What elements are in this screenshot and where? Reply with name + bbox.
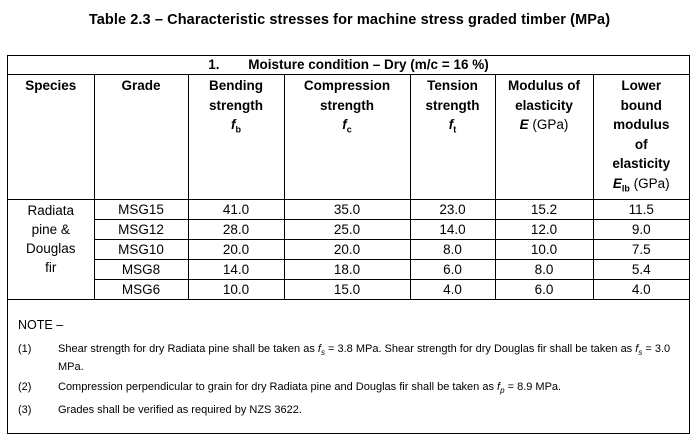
lower-bound-cell: 11.5	[593, 199, 689, 219]
table-frame	[7, 55, 690, 434]
header-modulus-line2: elasticity	[515, 97, 573, 113]
lower-bound-cell: 4.0	[593, 279, 689, 299]
notes-section	[18, 318, 683, 423]
header-species: Species	[8, 75, 94, 200]
grade-cell: MSG15	[94, 199, 188, 219]
grade-cell: MSG8	[94, 259, 188, 279]
tension-cell: 8.0	[410, 239, 495, 259]
header-lower-line1: Lower	[621, 78, 662, 93]
moisture-number: 1.	[208, 57, 220, 72]
header-tension	[410, 75, 495, 200]
modulus-cell: 6.0	[495, 279, 593, 299]
header-row	[8, 75, 689, 200]
lower-bound-cell: 7.5	[593, 239, 689, 259]
compression-cell: 15.0	[284, 279, 410, 299]
header-compression-symbol: $f_c$	[342, 117, 352, 135]
lower-bound-cell: 5.4	[593, 259, 689, 279]
table-title: Table 2.3 – Characteristic stresses for machine stress graded timber (MPa)	[88, 12, 611, 28]
note-item: (2) Compression perpendicular to grain for dry Radiata pine and Douglas fir shall be taken as $f_p = 8.9$ MPa.	[18, 381, 562, 396]
bending-cell: 28.0	[188, 219, 284, 239]
header-bending-line2: strength	[209, 97, 263, 113]
header-modulus-line1: Modulus of	[508, 78, 580, 93]
header-lower-symbol: $E_{lb}$ (GPa)	[612, 175, 670, 194]
bending-cell: 14.0	[188, 259, 284, 279]
header-lower-line4: of	[634, 136, 648, 152]
header-lower-bound	[593, 75, 689, 200]
header-lower-line3: modulus	[613, 117, 670, 132]
tension-cell: 23.0	[410, 199, 495, 219]
tension-cell: 6.0	[410, 259, 495, 279]
stress-table	[8, 56, 689, 300]
note-number: (3)	[18, 404, 32, 417]
header-modulus-symbol: E (GPa)	[519, 117, 569, 132]
header-lower-line5: elasticity	[612, 156, 671, 171]
header-compression	[284, 75, 410, 200]
compression-cell: 20.0	[284, 239, 410, 259]
header-tension-line2: strength	[425, 97, 480, 113]
compression-cell: 35.0	[284, 199, 410, 219]
note-item: (3) Grades shall be verified as required by NZS 3622.	[18, 404, 302, 417]
modulus-cell: 15.2	[495, 199, 593, 219]
header-tension-line1: Tension	[427, 78, 478, 93]
modulus-cell: 10.0	[495, 239, 593, 259]
header-tension-symbol: $f_t$	[448, 117, 457, 135]
grade-cell: MSG6	[94, 279, 188, 299]
species-cell: Radiata pine & Douglas fir	[8, 199, 94, 299]
grade-cell: MSG10	[94, 239, 188, 259]
table-row	[8, 259, 689, 279]
tension-cell: 14.0	[410, 219, 495, 239]
header-compression-line2: strength	[320, 97, 374, 113]
bending-cell: 41.0	[188, 199, 284, 219]
header-compression-line1: Compression	[303, 78, 391, 93]
bending-cell: 20.0	[188, 239, 284, 259]
table-row	[8, 239, 689, 259]
header-bending-symbol: $f_b$	[231, 117, 241, 135]
lower-bound-cell: 9.0	[593, 219, 689, 239]
table-row	[8, 219, 689, 239]
compression-cell: 18.0	[284, 259, 410, 279]
header-modulus	[495, 75, 593, 200]
note-number: (2)	[18, 381, 32, 394]
note-item: (1) Shear strength for dry Radiata pine shall be taken as $f_s = 3.8$ MPa. Shear strength for dry Douglas fir shall be taken as $f_s = 3.0$ MPa.	[18, 343, 671, 374]
note-number: (1)	[18, 343, 32, 355]
header-bending-line1: Bending	[209, 78, 263, 93]
table-row	[8, 279, 689, 299]
moisture-label: Moisture condition – Dry (m/c = 16 %)	[248, 57, 489, 72]
modulus-cell: 8.0	[495, 259, 593, 279]
compression-cell: 25.0	[284, 219, 410, 239]
grade-cell: MSG12	[94, 219, 188, 239]
header-bending	[188, 75, 284, 200]
moisture-condition-row	[8, 56, 689, 75]
header-lower-line2: bound	[620, 97, 662, 113]
bending-cell: 10.0	[188, 279, 284, 299]
table-row	[8, 199, 689, 219]
tension-cell: 4.0	[410, 279, 495, 299]
notes-heading: NOTE –	[18, 318, 64, 332]
modulus-cell: 12.0	[495, 219, 593, 239]
header-grade: Grade	[94, 75, 188, 200]
